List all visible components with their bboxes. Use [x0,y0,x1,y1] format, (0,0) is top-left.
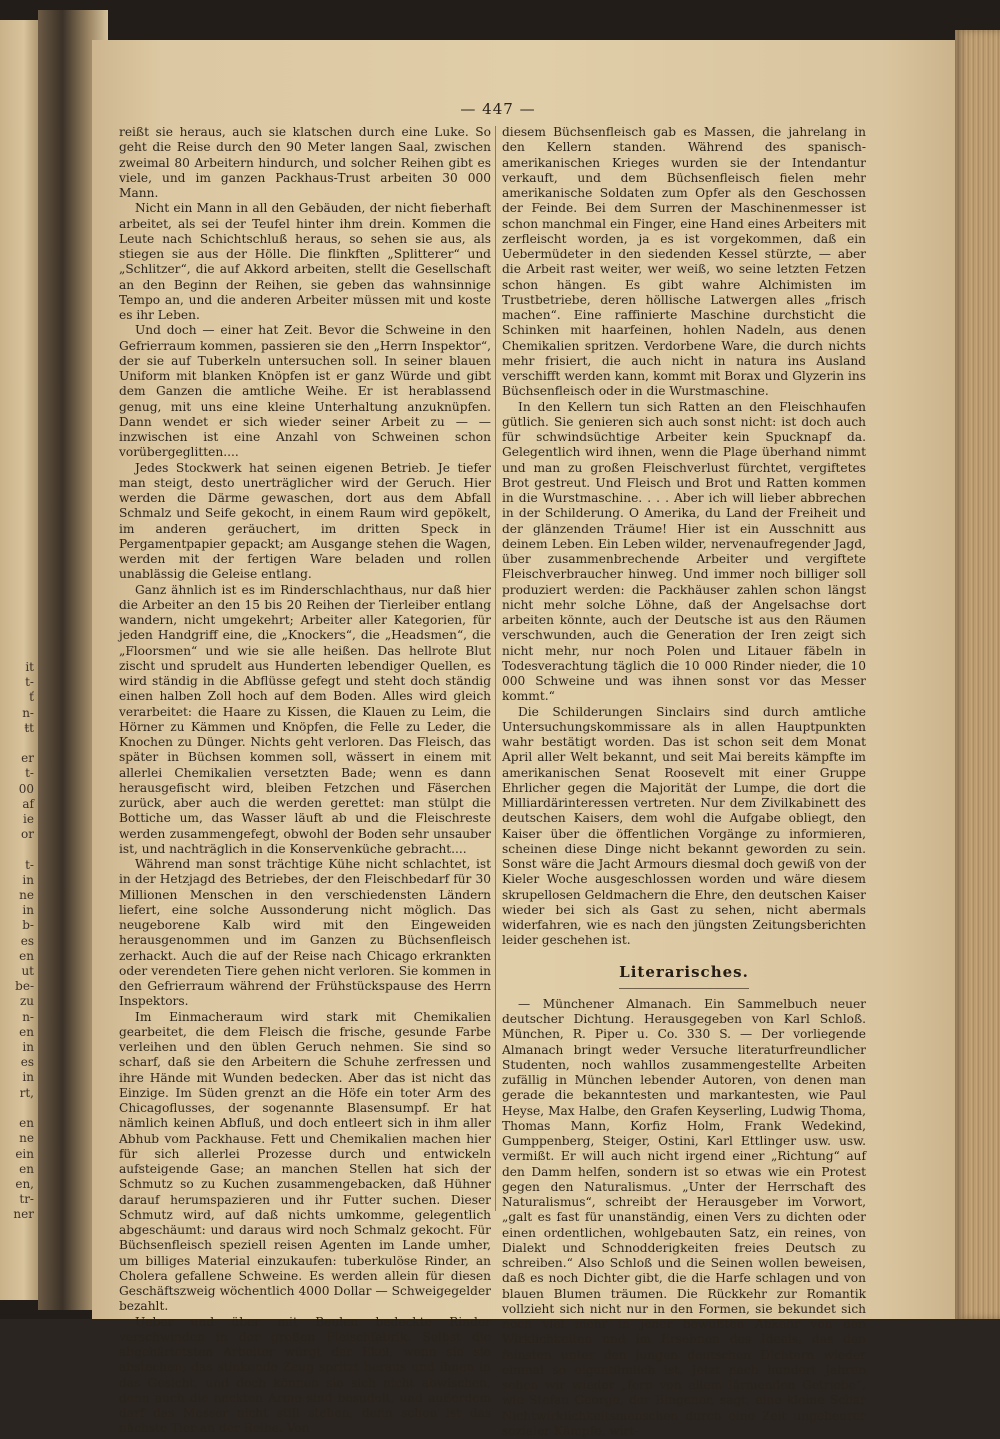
left-margin-fragment: n- [22,705,34,720]
section-heading: Literarisches. [619,962,749,981]
paragraph: Und doch — einer hat Zeit. Bevor die Schweine in den Gefrierraum kommen, passieren sie den „Herrn Inspektor“, der sie auf Tuberkeln untersuchen soll. In seiner blauen Uniform mit blanken Knöpfen ist er ganz Würde und gibt dem Ganzen die amtliche Weihe. Er ist herablassend genug, mit uns eine kleine Unterhaltung anzuknüpfen. Dann wendet er sich wieder seiner Arbeit zu — — inzwischen ist eine Anzahl von Schweinen schon vorübergeglitten.... [119,323,491,460]
text-column-left [119,125,491,1437]
left-margin-fragment: rt, [19,1085,34,1100]
left-margin-fragment: en [19,1116,34,1131]
left-margin-fragment [0,842,34,857]
page-number: — 447 — [460,100,536,118]
left-margin-fragment: it [25,660,34,674]
left-margin-fragment: es [20,1055,34,1070]
column-divider [495,126,496,1211]
paragraph: Während man sonst trächtige Kühe nicht schlachtet, ist in der Hetzjagd des Betriebes, der den Fleischbedarf für 30 Millionen Menschen in den verschiedensten Ländern liefert, eine solche Aussonderung nicht möglich. Das neugeborene Kalb wird mit den Eingeweiden herausgenommen und im Ganzen zu Büchsenfleisch zerhackt. Auch die auf der Reise nach Chicago erkrankten oder verendeten Tiere gehen nicht verloren. Sie kommen in den Gefrierraum während der Frühstückspause des Herrn Inspektors. [119,857,491,1009]
left-margin-fragment: ť [29,690,34,705]
left-margin-fragment: er [21,751,34,766]
left-margin-fragment: or [21,827,34,842]
left-margin-fragment [0,736,34,751]
paragraph: diesem Büchsenfleisch gab es Massen, die jahrelang in den Kellern standen. Während des spanisch-amerikanischen Krieges wurden sie der Intendantur verkauft, und dem Büchsenfleisch fielen mehr amerikanische Soldaten zum Opfer als den Geschossen der Feinde. Bei dem Surren der Maschinenmesser ist schon manchmal ein Finger, eine Hand eines Arbeiters mit zerfleischt worden, ja es ist vorgekommen, daß ein Uebermüdeter in den siedenden Kessel stürzte, — aber die Arbeit rast weiter, wer weiß, wo seine letzten Fetzen schon hängen. Es gibt wahre Alchimisten im Trustbetriebe, deren höllische Latwergen alles „frisch machen“. Eine raffinierte Maschine durchsticht die Schinken mit haarfeinen, hohlen Nadeln, aus denen Chemikalien spritzen. Verdorbene Ware, die durch nichts mehr frisiert, die auch nicht in natura ins Ausland verschifft werden kann, kommt mit Borax und Glyzerin ins Büchsenfleisch oder in die Wurstmaschine. [502,125,866,399]
left-margin-fragment: zu [19,994,34,1009]
left-margin-fragment: in [22,1040,34,1055]
left-margin-fragment: es [20,933,34,948]
left-margin-fragment: in [22,1070,34,1085]
left-margin-fragment: in [22,872,34,887]
paragraph: Jedes Stockwerk hat seinen eigenen Betrieb. Je tiefer man steigt, desto unerträglicher wird der Geruch. Hier werden die Därme gewaschen, dort aus dem Abfall Schmalz und Seife gekocht, in einem Raum wird gepökelt, im anderen geräuchert, im dritten Speck in Pergamentpapier gepackt; am Ausgange stehen die Wagen, werden mit der fertigen Ware beladen und rollen unablässig die Geleise entlang. [119,460,491,582]
left-margin-fragment: ne [19,1131,34,1146]
paragraph: In den Kellern tun sich Ratten an den Fleischhaufen gütlich. Sie genieren sich auch sonst nicht: ist doch auch für schwindsüchtige Arbeiter kein Spucknapf da. Gelegentlich wird ihnen, wenn die Plage überhand nimmt und man zu großen Fleischverlust fürchtet, vergiftetes Brot gestreut. Und Fleisch und Brot und Ratten kommen in die Wurstmaschine. . . . Aber ich will lieber abbrechen in der Schilderung. O Amerika, du Land der Freiheit und der glänzenden Träume! Hier ist ein Ausschnitt aus deinem Leben. Ein Leben wilder, nervenaufregender Jagd, über zusammenbrechende Arbeiter und vergiftete Fleischverbraucher hinweg. Und immer noch billiger soll produziert werden: die Packhäuser zahlen schon längst nicht mehr solche Löhne, daß der Angelsachse dort arbeiten könnte, auch der Deutsche ist aus den Räumen verschwunden, auch die Generation der Iren zeigt sich nicht mehr, nur noch Polen und Litauer fäbeln in Todesverachtung täglich die 10 000 Rinder nieder, die 10 000 Schweine und was ihnen sonst vor das Messer kommt.“ [502,399,866,704]
left-margin-fragment: in [22,903,34,918]
left-margin-fragment: tr- [19,1192,34,1207]
left-margin-fragment: ne [19,888,34,903]
page-edges [955,30,1000,1319]
paragraph: Die Schilderungen Sinclairs sind durch amtliche Untersuchungskommissare als in allen Hauptpunkten wahr bestätigt worden. Das ist schon seit dem Monat April aller Welt bekannt, und seit Mai bereits kämpfte im amerikanischen Senat Roosevelt mit einer Gruppe Ehrlicher gegen die Majorität der Lumpe, die dort die Milliardärinteressen vertreten. Nur dem Zivilkabinett des deutschen Kaisers, dem wohl die Aufgabe obliegt, den Kaiser über die öffentlichen Vorgänge zu informieren, scheinen diese Dinge nicht bekannt geworden zu sein. Sonst wäre die Jacht Armours diesmal doch gewiß von der Kieler Woche ausgeschlossen worden und wäre diesem skrupellosen Geldmachern die Ehre, den deutschen Kaiser wieder bei sich als Gast zu sehen, nicht abermals widerfahren, wie es nach den jüngsten Zeitungsberichten leider geschehen ist. [502,704,866,948]
left-page-sliver [0,20,40,1300]
paragraph: Im Einmacheraum wird stark mit Chemikalien gearbeitet, die dem Fleisch die frische, gesunde Farbe verleihen und den üblen Geruch nehmen. Sie sind so scharf, daß sie den Arbeitern die Schuhe zerfressen und ihre Hände mit Wunden bedecken. Aber das ist nicht das Einzige. Im Süden grenzt an die Höfe ein toter Arm des Chicagoflusses, der sogenannte Blasensumpf. Er hat nämlich keinen Abfluß, und doch entleert sich in ihm aller Abhub vom Packhause. Fett und Chemikalien machen hier für sich allerlei Prozesse durch und entwickeln aufsteigende Gase; an manchen Stellen hat sich der Schmutz so zu Kuchen zusammengebacken, daß Hühner darauf herumspazieren und ihr Futter suchen. Dieser Schmutz wird, auf daß nichts umkomme, gelegentlich abgeschäumt: und daraus wird noch Schmalz gekocht. Für Büchsenfleisch speziell reisen Agenten im Lande umher, um billiges Material einzukaufen: tuberkulöse Rinder, an Cholera gefallene Schweine. Es werden allein für diesen Geschäftszweig wöchentlich 4000 Dollar — Schweigegelder bezahlt. [119,1009,491,1314]
left-margin-fragment: en [19,1024,34,1039]
left-margin-fragment: t- [25,675,34,690]
left-margin-fragment: ŧt [24,720,34,735]
left-margin-fragment: n- [22,1009,34,1024]
left-margin-fragment: t- [25,857,34,872]
heading-rule [619,988,749,989]
left-margin-fragment: be- [15,979,34,994]
left-margin-fragment: en [19,1161,34,1176]
left-margin-fragment: ner [13,1207,34,1222]
left-margin-fragment: ein [15,1146,34,1161]
paragraph: Nicht ein Mann in all den Gebäuden, der nicht fieberhaft arbeitet, als sei der Teufel hinter ihm drein. Kommen die Leute nach Schichtschluß heraus, so sehen sie aus, als stiegen sie aus der Hölle. Die flinkften „Splitterer“ und „Schlitzer“, die auf Akkord arbeiten, stellt die Gesellschaft an den Beginn der Reihen, sie geben das wahnsinnige Tempo an, und die anderen Arbeiter müssen mit und koste es ihr Leben. [119,201,491,322]
left-margin-fragment: b- [22,918,34,933]
left-page-text-fragments [0,660,34,1223]
paragraph: reißt sie heraus, auch sie klatschen durch eine Luke. So geht die Reise durch den 90 Meter langen Saal, zwischen zweimal 80 Arbeitern hindurch, und solcher Reihen gibt es viele, und im ganzen Packhaus-Trust arbeiten 30 000 Mann. [119,125,491,200]
left-margin-fragment: en, [15,1176,34,1191]
left-margin-fragment: en [19,948,34,963]
left-margin-fragment [0,1101,34,1116]
text-column-right [502,125,866,1439]
paragraph: Ueber und über mit Beulen bedeckte Rinder verschwinden in der großen Fleischfabrik. Selbst die abgehärtetsten Arbeiter würgt der Ekel, wenn sie sie abstechen; das stinkende Zeug spritzt heraus und ihnen in das Gesicht, und doch können sie sich nicht abwischen, denn auch die nackten Arme sind besudelt, und außerdem darf das Messer nicht still stehen, denn schon ist das nächste Tier an der Reihe. Von [119,1314,491,1436]
paragraph: Ganz ähnlich ist es im Rinderschlachthaus, nur daß hier die Arbeiter an den 15 bis 20 Reihen der Tierleiber entlang wandern, nicht umgekehrt; Arbeiter aller Kategorien, für jeden Handgriff eine, die „Knockers“, die „Headsmen“, die „Floorsmen“ und wie sie alle heißen. Das hellrote Blut zischt und sprudelt aus Hunderten lebendiger Quellen, es wird ständig in die Abflüsse gefegt und steht doch ständig einen halben Zoll hoch auf dem Boden. Alles wird gleich verarbeitet: die Haare zu Kissen, die Klauen zu Leim, die Hörner zu Kämmen und Knöpfen, die Felle zu Leder, die Knochen zu Dünger. Nichts geht verloren. Das Fleisch, das später in Büchsen kommen soll, wässert in einem mit allerlei Chemikalien versetzten Bade; wenn es dann herausgefischt wird, bleiben Fetzchen und Fäserchen zurück, aber auch die werden gerettet: man stülpt die Bottiche um, das Wasser läuft ab und die Fleischreste werden zusammengefegt, obwohl der Boden sehr unsauber ist, und nachträglich in die Konservenküche gebracht.... [119,582,491,856]
left-margin-fragment: 00 [18,781,34,796]
left-margin-fragment: ie [23,812,34,827]
paragraph: — Münchener Almanach. Ein Sammelbuch neuer deutscher Dichtung. Herausgegeben von Karl Schloß. München, R. Piper u. Co. 330 S. — Der vorliegende Almanach bringt weder Versuche literaturfreundlicher Studenten, noch wahllos zusammengestellte Arbeiten zufällig in München lebender Autoren, von denen man gerade die bekanntesten und markantesten, wie Paul Heyse, Max Halbe, den Grafen Keyserling, Ludwig Thoma, Thomas Mann, Korfiz Holm, Frank Wedekind, Gumppenberg, Steiger, Ostini, Karl Ettlinger usw. usw. vermißt. Er will auch nicht irgend einer „Richtung“ auf den Damm helfen, sondern ist so etwas wie ein Protest gegen den Naturalismus. „Unter der Herrschaft des Naturalismus“, schreibt der Herausgeber im Vorwort, „galt es fast für unanständig, einen Vers zu dichten oder einen ordentlichen, wohlgebauten Satz, ein reines, von Dialekt und Schnodderigkeiten freies Deutsch zu schreiben.“ Also Schloß und die Seinen wollen beweisen, daß es noch Dichter gibt, die die Harfe schlagen und von blauen Blumen träumen. Die Rückkehr zur Romantik vollzieht sich nicht nur in den Formen, sie bekundet sich noch viel mehr in jener bewußten Abkehr von den Wirklichkeiten und im Ersehnen des Ideals, das den feinsten unter den jungen deutschen Dichtern wieder einmal so eigentümlich ist. Jetzt nach hundert Jahren sehen wir wieder „fern von allem lärmenden Getriebe“, wie Stefan George, der Bingener, sagt, eine kleine Schar Nichtwirklichkeitsmenschen durch eine Zeit ungeheurer sozialer Kämpfe, wirt- [502,996,866,1438]
left-margin-fragment: af [22,796,34,811]
left-margin-fragment: ut [21,964,34,979]
left-margin-fragment: t- [25,766,34,781]
